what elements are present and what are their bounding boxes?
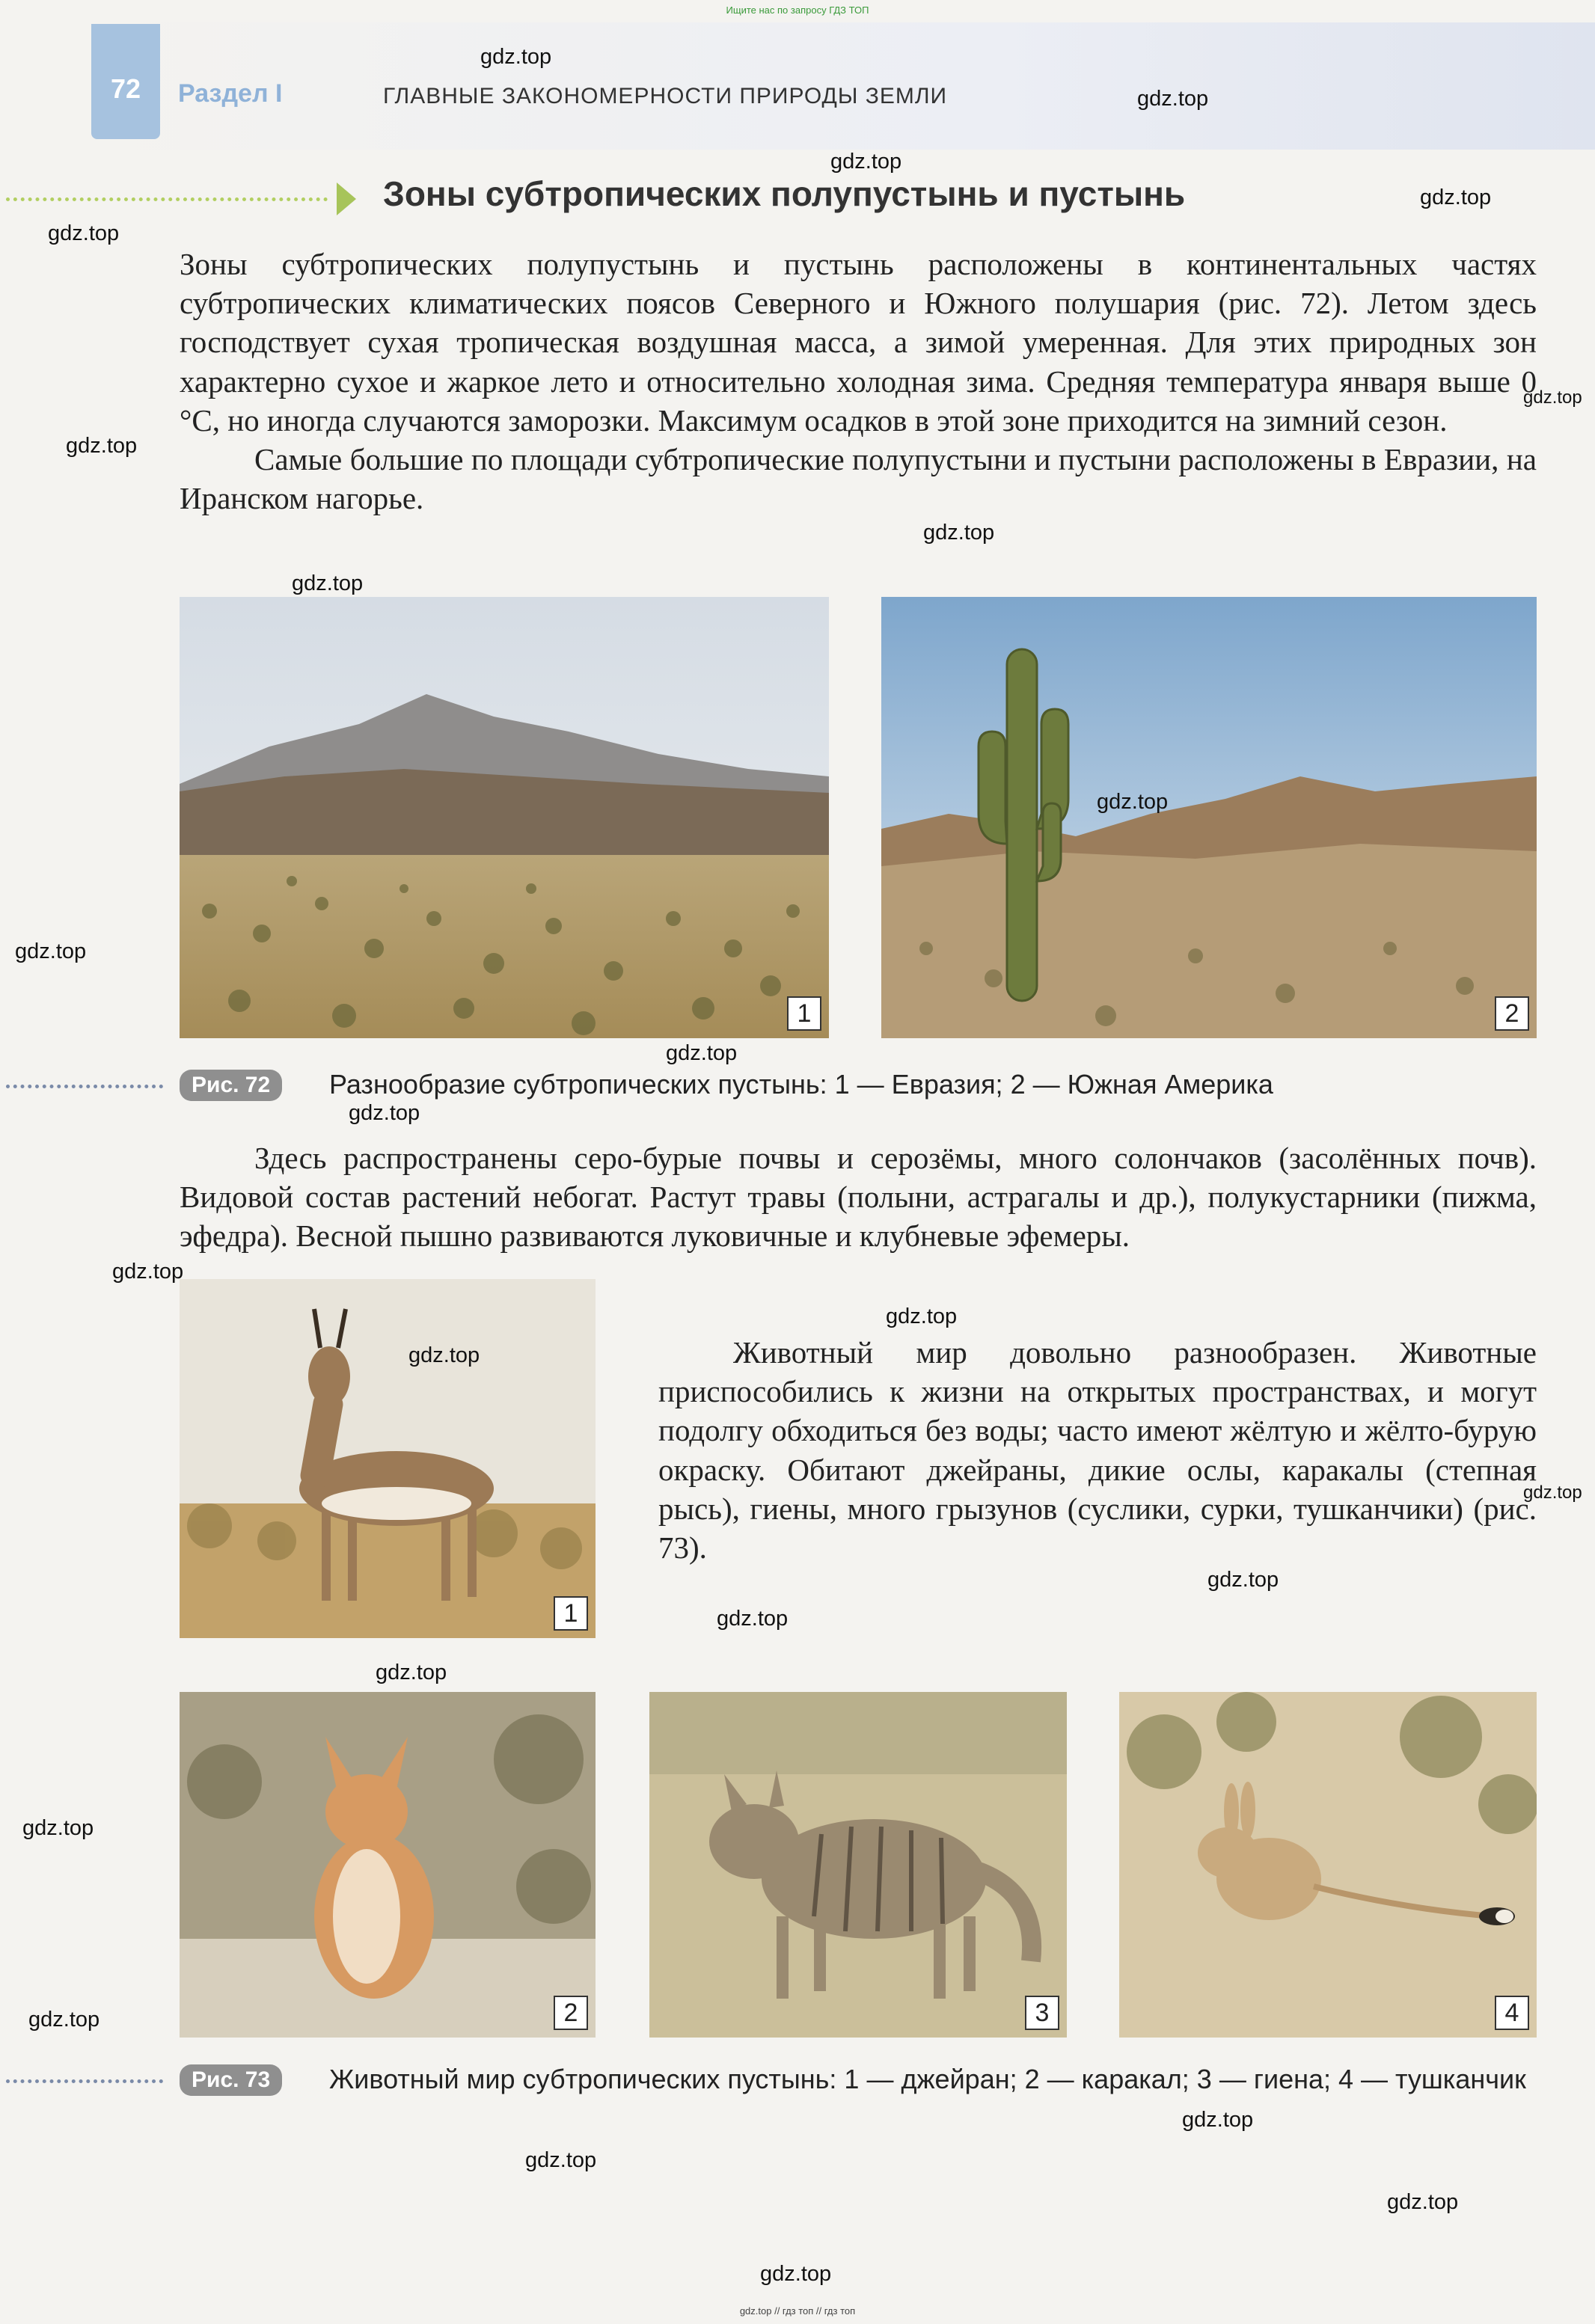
bottom-note: gdz.top // гдз топ // гдз топ xyxy=(739,2305,856,2317)
photo-number-badge: 2 xyxy=(1495,996,1529,1031)
watermark: gdz.top xyxy=(15,939,87,963)
watermark: gdz.top xyxy=(1137,87,1209,111)
intro-text xyxy=(180,245,1537,518)
watermark: gdz.top xyxy=(349,1101,420,1125)
section-label: Раздел I xyxy=(178,79,283,108)
watermark: gdz.top xyxy=(28,2008,100,2032)
watermark: gdz.top xyxy=(1387,2190,1459,2214)
watermark: gdz.top xyxy=(66,434,138,458)
photo-number-badge: 4 xyxy=(1495,1996,1529,2030)
south-america-desert-image xyxy=(881,597,1537,1038)
watermark: gdz.top xyxy=(1523,1483,1582,1503)
photo-number-badge: 3 xyxy=(1025,1996,1059,2030)
paragraph-3: Здесь распространены серо-бурые почвы и серозёмы, много солончаков (засолённых почв). Видовой состав растений небогат. Растут травы (полыни, астрагалы и др.), полукустарники (пижма, эфедра). Весной пышно развиваются луковичные и клубневые эфемеры. xyxy=(180,1141,1537,1254)
watermark: gdz.top xyxy=(1182,2108,1254,2132)
watermark: gdz.top xyxy=(923,521,995,545)
watermark: gdz.top xyxy=(1420,186,1492,209)
paragraph-1: Зоны субтропических полупустынь и пустынь расположены в континентальных частях субтропических климатических поясов Северного и Южного полушария (рис. 72). Летом здесь господствует сухая тропическая воздушная масса, а зимой умеренная. Для этих природных зон характерно сухое и жаркое лето и относительно холодная зима. Средняя температура января выше 0 °C, но иногда случаются заморозки. Максимум осадков в этой зоне приходится на зимний сезон. xyxy=(180,247,1537,438)
caption-dotted-line xyxy=(6,2079,163,2083)
watermark: gdz.top xyxy=(292,571,364,595)
photo-number-badge: 1 xyxy=(554,1596,588,1631)
caption-dotted-line xyxy=(6,1085,163,1088)
watermark: gdz.top xyxy=(408,1343,480,1367)
top-note: Ищите нас по запросу ГДЗ ТОП xyxy=(726,4,869,16)
watermark: gdz.top xyxy=(22,1816,94,1840)
watermark: gdz.top xyxy=(760,2262,832,2286)
watermark: gdz.top xyxy=(376,1661,447,1684)
watermark: gdz.top xyxy=(112,1260,184,1284)
watermark: gdz.top xyxy=(48,221,120,245)
eurasia-desert-image xyxy=(180,597,829,1038)
hyena-image xyxy=(649,1692,1067,2038)
soils-text-wide xyxy=(180,1138,1537,1256)
heading-arrow-icon xyxy=(337,183,356,215)
photo-caracal xyxy=(180,1692,596,2038)
watermark: gdz.top xyxy=(717,1607,789,1631)
watermark: gdz.top xyxy=(480,45,552,69)
caracal-image xyxy=(180,1692,596,2038)
section-title: ГЛАВНЫЕ ЗАКОНОМЕРНОСТИ ПРИРОДЫ ЗЕМЛИ xyxy=(383,84,948,108)
heading: Зоны субтропических полупустынь и пустынь xyxy=(383,174,1186,213)
paragraph-2: Самые большие по площади субтропические полупустыни и пустыни расположены в Евразии, на Иранском нагорье. xyxy=(180,442,1537,516)
photo-gazelle xyxy=(180,1279,596,1638)
jerboa-image xyxy=(1119,1692,1537,2038)
heading-dotted-line xyxy=(6,197,328,201)
gazelle-image xyxy=(180,1279,596,1638)
watermark: gdz.top xyxy=(1207,1568,1279,1592)
watermark: gdz.top xyxy=(1097,790,1169,814)
watermark: gdz.top xyxy=(830,150,902,174)
photo-number-badge: 1 xyxy=(787,996,821,1031)
fig73-caption: Животный мир субтропических пустынь: 1 — джейран; 2 — каракал; 3 — гиена; 4 — тушканчик xyxy=(329,2064,1526,2094)
paragraph-4: Животный мир довольно разнообразен. Животные приспособились к жизни на открытых пространствах, и могут подолгу обходиться без воды; часто имеют жёлтую и жёлто-бурую окраску. Обитают джейраны, дикие ослы, каракалы (степная рысь), гиены, много грызунов (суслики, сурки, тушканчики) (рис. 73). xyxy=(658,1335,1537,1566)
fauna-text xyxy=(658,1333,1537,1567)
photo-number-badge: 2 xyxy=(554,1996,588,2030)
fig73-tag: Рис. 73 xyxy=(180,2064,282,2096)
photo-hyena xyxy=(649,1692,1067,2038)
watermark: gdz.top xyxy=(666,1041,738,1065)
photo-south-america-desert xyxy=(881,597,1537,1038)
page-number: 72 xyxy=(110,73,141,104)
watermark: gdz.top xyxy=(1523,387,1582,408)
fig72-caption: Разнообразие субтропических пустынь: 1 — Евразия; 2 — Южная Америка xyxy=(329,1069,1273,1100)
watermark: gdz.top xyxy=(525,2148,597,2172)
watermark: gdz.top xyxy=(886,1304,958,1328)
fig72-tag: Рис. 72 xyxy=(180,1070,282,1101)
photo-eurasia-desert xyxy=(180,597,829,1038)
photo-jerboa xyxy=(1119,1692,1537,2038)
